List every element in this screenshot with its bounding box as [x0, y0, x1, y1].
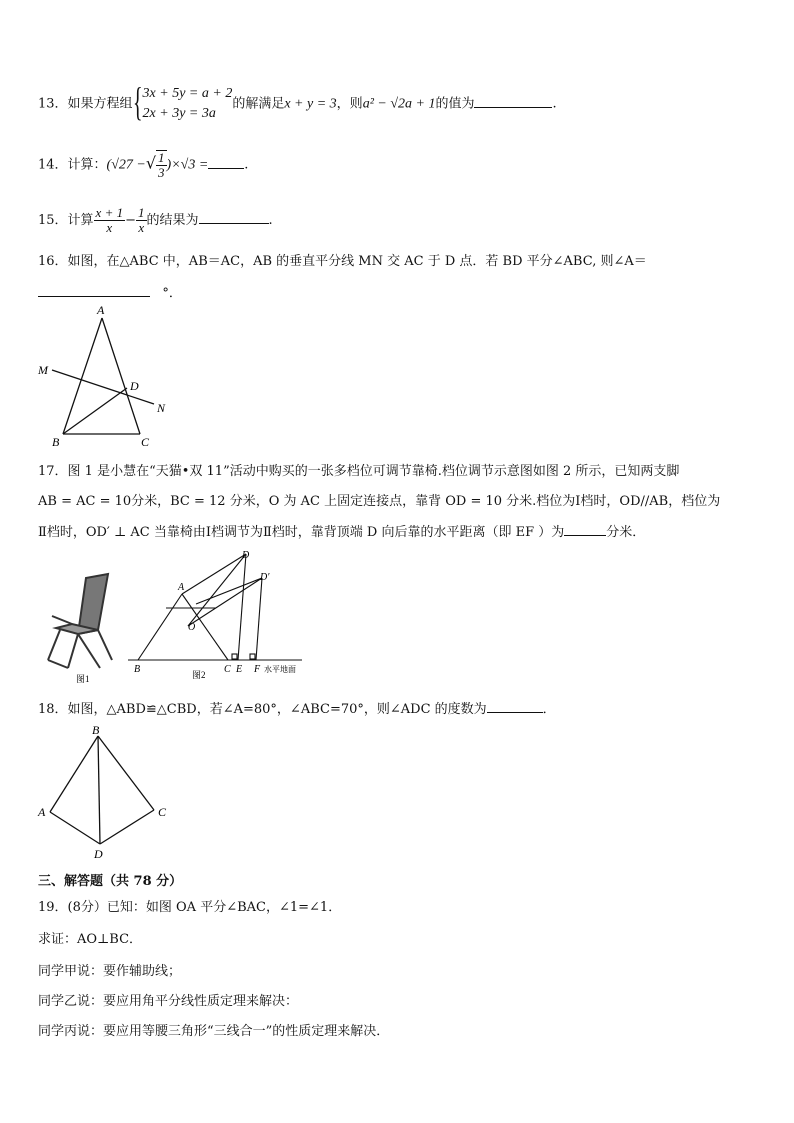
question-14: [38, 150, 248, 180]
label-A: A: [97, 303, 105, 317]
question-19-line1: 19．(8分）已知：如图 OA 平分∠BAC，∠1=∠1．: [38, 900, 342, 915]
label-C: C: [224, 664, 231, 675]
label-B: B: [134, 664, 141, 675]
label-C: C: [141, 435, 150, 449]
q14-number: 14．计算：: [38, 157, 107, 173]
question-17-line3: [38, 521, 645, 540]
q17-line3-text: Ⅱ档时，OD′ ⊥ AC 当靠椅由Ⅰ档调节为Ⅱ档时，靠背顶端 D 向后靠的水平距离（即 EF ）为: [38, 525, 565, 540]
q16-triangle-figure: [30, 300, 190, 450]
q17-chair-figure: [38, 568, 128, 686]
label-D: D: [242, 550, 250, 561]
q14-open: (√27 −: [106, 157, 146, 173]
q13-eq1: 3x + 5y = a + 2: [142, 86, 233, 101]
label-D: D: [94, 847, 103, 861]
q18-text: 18．如图，△ABD≌△CBD，若∠A=80°，∠ABC=70°，则∠ADC 的度数为: [38, 702, 487, 717]
answer-blank[interactable]: [38, 284, 150, 297]
q13-mid2: ，则: [336, 96, 363, 112]
label-D: D: [130, 379, 139, 393]
question-16-answer-line: [38, 282, 182, 301]
q14-frac-num: 1: [158, 150, 165, 165]
q13-tail: 的值为: [435, 96, 475, 112]
answer-blank[interactable]: [208, 156, 244, 169]
question-16-text: 16．如图，在△ABC 中，AB＝AC，AB 的垂直平分线 MN 交 AC 于 D 点．若 BD 平分∠ABC, 则∠A＝: [38, 254, 647, 269]
q13-eq2: 2x + 3y = 3a: [142, 106, 216, 121]
question-18: [38, 698, 556, 717]
label-D-prime: D′: [260, 572, 270, 583]
label-O: O: [188, 622, 196, 633]
label-B: B: [92, 724, 100, 737]
answer-blank[interactable]: [199, 211, 269, 224]
q15-number: 15．计算: [38, 213, 94, 228]
label-A: A: [38, 805, 46, 819]
section-3-heading: 三、解答题（共 78 分）: [38, 874, 183, 889]
label-N: N: [157, 401, 166, 415]
answer-blank[interactable]: [564, 523, 606, 536]
question-19-line5: 同学丙说：要应用等腰三角形“三线合一”的性质定理来解决．: [38, 1024, 390, 1039]
q18-end: ．: [542, 702, 556, 717]
q15-tail: 的结果为: [146, 213, 199, 228]
q15-fraction-1: [94, 206, 126, 235]
label-F: F: [254, 664, 261, 675]
question-17-line2: AB = AC = 10分米，BC = 12 分米，O 为 AC 上固定连接点，靠背 OD = 10 分米.档位为Ⅰ档时，OD//AB，档位为: [38, 494, 721, 509]
brace-icon: {: [132, 79, 143, 124]
q15-f1-den: x: [106, 220, 113, 235]
q14-frac-den: 3: [158, 165, 165, 180]
label-M: M: [38, 363, 48, 377]
q16-end: °．: [162, 286, 182, 301]
q15-f2-den: x: [138, 220, 145, 235]
q17-line3-end: 分米．: [606, 525, 646, 540]
question-19-line2: 求证：AO⊥BC．: [38, 932, 143, 947]
q13-mid: 的解满足: [232, 96, 285, 112]
question-19-line3: 同学甲说：要作辅助线；: [38, 964, 182, 979]
equation-system: [132, 79, 233, 124]
question-15: [38, 206, 273, 235]
q14-end: .: [244, 157, 249, 173]
label-B: B: [52, 435, 60, 449]
q13-end: .: [552, 96, 557, 112]
question-17-line1: 17．图 1 是小慧在“天猫•双 11”活动中购买的一张多档位可调节靠椅.档位调节示意图如图 2 所示，已知两支脚: [38, 464, 680, 479]
answer-blank[interactable]: [487, 700, 543, 713]
q15-end: .: [268, 213, 273, 228]
label-A: A: [178, 582, 185, 593]
q15-fraction-2: [136, 206, 147, 235]
q13-number: 13．如果方程组: [38, 96, 133, 112]
q15-minus: −: [125, 213, 136, 228]
label-C: C: [158, 805, 167, 819]
q15-f2-num: 1: [138, 205, 145, 220]
q13-expression: a² − √2a + 1: [362, 96, 436, 112]
q18-kite-figure: [34, 724, 174, 864]
q14-close: )×√3 =: [166, 157, 209, 173]
answer-blank[interactable]: [474, 95, 552, 108]
q14-fraction: [156, 150, 167, 180]
fig1-label: 图1: [76, 674, 90, 684]
q17-diagram-figure: [126, 548, 316, 680]
question-13: [38, 79, 557, 124]
question-19-line4: 同学乙说：要应用角平分线性质定理来解决：: [38, 994, 299, 1009]
sqrt-icon: √: [145, 153, 157, 173]
q15-f1-num: x + 1: [95, 205, 124, 220]
q13-condition: x + y = 3: [284, 96, 337, 112]
ground-label: 水平地面: [264, 665, 296, 674]
fig2-label: 图2: [192, 670, 206, 680]
label-E: E: [236, 664, 243, 675]
